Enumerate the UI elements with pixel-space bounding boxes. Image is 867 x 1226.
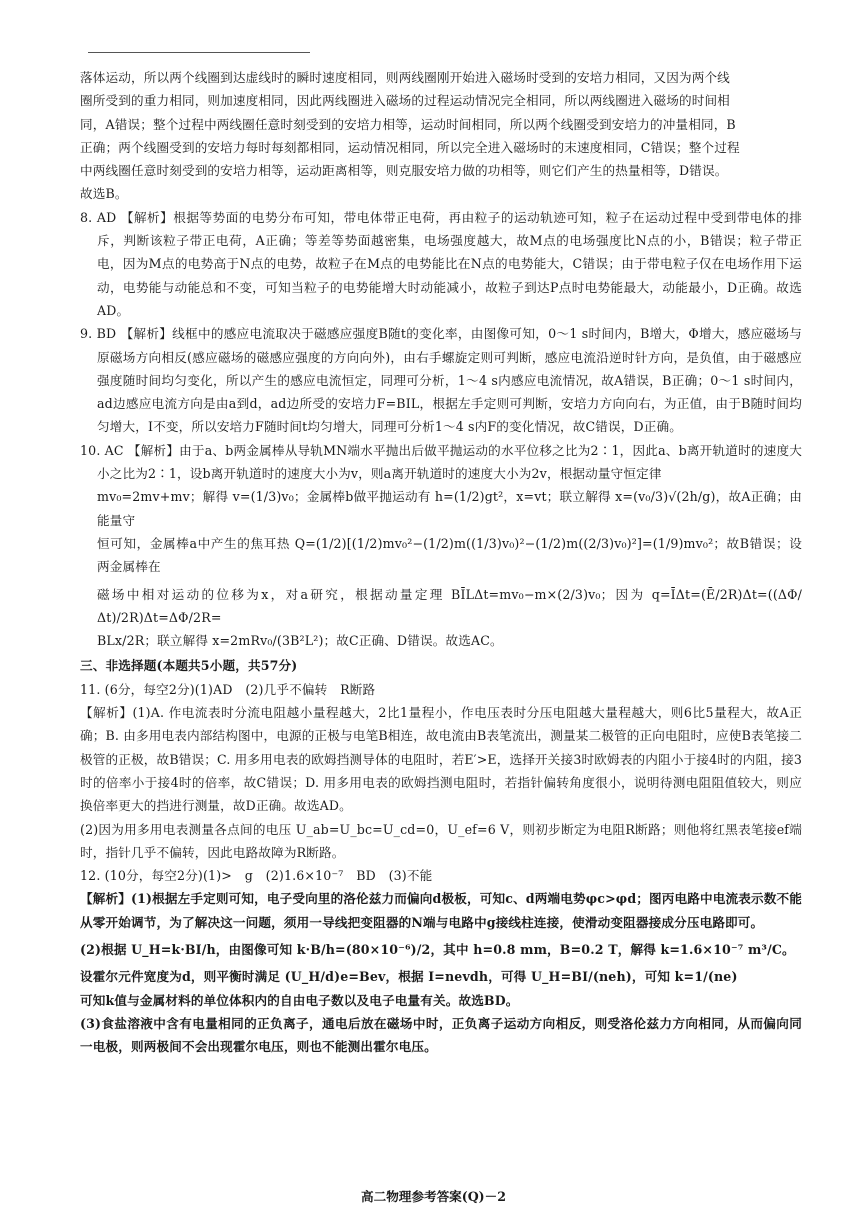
q12-analysis: 【解析】(1)根据左手定则可知，电子受向里的洛伦兹力而偏向d极板，可知c、d两端电势φc>φd；图丙电路中电流表示数不能从零开始调节，为了解决这一问题，须用一导线把变阻器的N端与电路中g接线柱连接，使滑动变阻器接成分压电路即可。 (80, 891, 802, 930)
top-rule (88, 52, 310, 53)
q7-line: 正确；两个线圈受到的安培力每时每刻都相同，运动情况相同，所以完全进入磁场时的末速度相同，C错误；整个过程 (80, 139, 740, 155)
answer-q10-formula: BLx/2R；联立解得 x=2mRv₀/(3B²L²)；故C正确、D错误。故选AC。 (97, 633, 503, 649)
answer-q10-formula: 恒可知，金属棒a中产生的焦耳热 Q=(1/2)[(1/2)mv₀²−(1/2)m((1/3)v₀)²−(1/2)m((2/3)v₀)²]=(1/9)mv₀²；故B错误；设两金属棒在 (97, 535, 802, 575)
answer-q9: 9. BD 【解析】线框中的感应电流取决于磁感应强度B随t的变化率，由图像可知，0～1 s时间内，B增大，Φ增大，感应磁场与原磁场方向相反(感应磁场的磁感应强度的方向向外)，由右手螺旋定则可判断，感应电流沿逆时针方向，是负值，由于磁感应强度随时间均匀变化，所以产生的感应电流恒定，同理可分析，1～4 s内感应电流情况，故A错误，B正确；0～1 s时间内，ad边感应电流方向是由a到d，ad边所受的安培力F=BIL，根据左手定则可判断，安培力方向向右，为正值，由于B随时间均匀增大，I不变，所以安培力F随时间t均匀增大，同理可分析1～4 s内F的变化情况，故C错误，D正确。 (80, 326, 802, 435)
q11-analysis-2: (2)因为用多用电表测量各点间的电压 U_ab=U_bc=U_cd=0，U_ef=6 V，则初步断定为电阻R断路；则他将红黑表笔接ef端时，指针几乎不偏转，因此电路故障为R断路。 (80, 821, 802, 860)
q12-heading: 12. (10分，每空2分)(1)> g (2)1.6×10⁻⁷ BD (3)不能 (80, 868, 433, 884)
q12-analysis-2: (2)根据 U_H=k·BI/h，由图像可知 k·B/h=(80×10⁻⁶)/2，其中 h=0.8 mm，B=0.2 T，解得 k=1.6×10⁻⁷ m³/C。 (80, 941, 795, 957)
q7-line: 落体运动，所以两个线圈到达虚线时的瞬时速度相同，则两线圈刚开始进入磁场时受到的安培力相同，又因为两个线 (80, 70, 730, 85)
q7-line: 中两线圈任意时刻受到的安培力相等，运动距离相等，则克服安培力做的功相等，则它们产生的热量相等，D错误。 (80, 163, 728, 179)
answer-q10-formula: 磁场中相对运动的位移为x，对a研究，根据动量定理 BĪLΔt=mv₀−m×(2/3)v₀；因为 q=ĪΔt=(Ē/2R)Δt=((ΔΦ/Δt)/2R)Δt=ΔΦ/2R= (97, 586, 802, 625)
q11-heading: 11. (6分，每空2分)(1)AD (2)几乎不偏转 R断路 (80, 681, 376, 697)
answer-q10: 10. AC 【解析】由于a、b两金属棒从导轨MN端水平抛出后做平抛运动的水平位移之比为2∶1，因此a、b离开轨道时的速度大小之比为2∶1，设b离开轨道时的速度大小为v，则a离开轨道时的速度大小为2v，根据动量守恒定律 (80, 442, 802, 482)
q7-line: 故选B。 (80, 186, 128, 202)
q12-analysis-3: 设霍尔元件宽度为d，则平衡时满足 (U_H/d)e=Bev，根据 I=nevdh，可得 U_H=BI/(neh)，可知 k=1/(ne) (80, 969, 738, 985)
page-footer: 高二物理参考答案(Q)－2 (361, 1189, 506, 1204)
q7-line: 同，A错误；整个过程中两线圈任意时刻受到的安培力相等，运动时间相同，所以两个线圈受到安培力的冲量相同，B (80, 116, 736, 132)
q7-line: 圈所受到的重力相同，则加速度相同，因此两线圈进入磁场的过程运动情况完全相同，所以两线圈进入磁场的时间相 (80, 93, 730, 109)
answer-q10-formula: mv₀=2mv+mv；解得 v=(1/3)v₀；金属棒b做平抛运动有 h=(1/2)gt²，x=vt；联立解得 x=(v₀/3)√(2h/g)，故A正确；由能量守 (97, 489, 802, 528)
q12-analysis-5: (3)食盐溶液中含有电量相同的正负离子，通电后放在磁场中时，正负离子运动方向相反，则受洛伦兹力方向相同，从而偏向同一电极，则两极间不会出现霍尔电压，则也不能测出霍尔电压。 (80, 1015, 802, 1055)
section-heading: 三、非选择题(本题共5小题，共57分) (80, 658, 298, 674)
answer-content (80, 66, 802, 1058)
q11-analysis: 【解析】(1)A. 作电流表时分流电阻越小量程越大，2比1量程小，作电压表时分压电阻越大量程越大，则6比5量程大，故A正确；B. 由多用电表内部结构图中，电源的正极与电笔B相连，故电流由B表笔流出，测量某二极管的正向电阻时，应使B表笔接二极管的正极，故B错误；C. 用多用电表的欧姆挡测导体的电阻时，若E′>E，选择开关接3时欧姆表的内阻小于接4时的内阻，接3时的倍率小于接4时的倍率，故C错误；D. 用多用电表的欧姆挡测电阻时，若指针偏转角度很小，说明待测电阻阻值较大，则应换倍率更大的挡进行测量，故D正确。故选AD。 (80, 705, 802, 814)
q12-analysis-4: 可知k值与金属材料的单位体积内的自由电子数以及电子电量有关。故选BD。 (80, 992, 519, 1008)
answer-q8: 8. AD 【解析】根据等势面的电势分布可知，带电体带正电荷，再由粒子的运动轨迹可知，粒子在运动过程中受到带电体的排斥，判断该粒子带正电荷，A正确；等差等势面越密集，电场强度越大，故M点的电场强度比N点的小，B错误；粒子带正电，因为M点的电势高于N点的电势，故粒子在M点的电势能比在N点的电势能大，C错误；由于带电粒子仅在电场作用下运动，电势能与动能总和不变，可知当粒子的电势能增大时动能减小，故粒子到达P点时电势能最大，动能最小，D正确。故选AD。 (80, 209, 802, 318)
